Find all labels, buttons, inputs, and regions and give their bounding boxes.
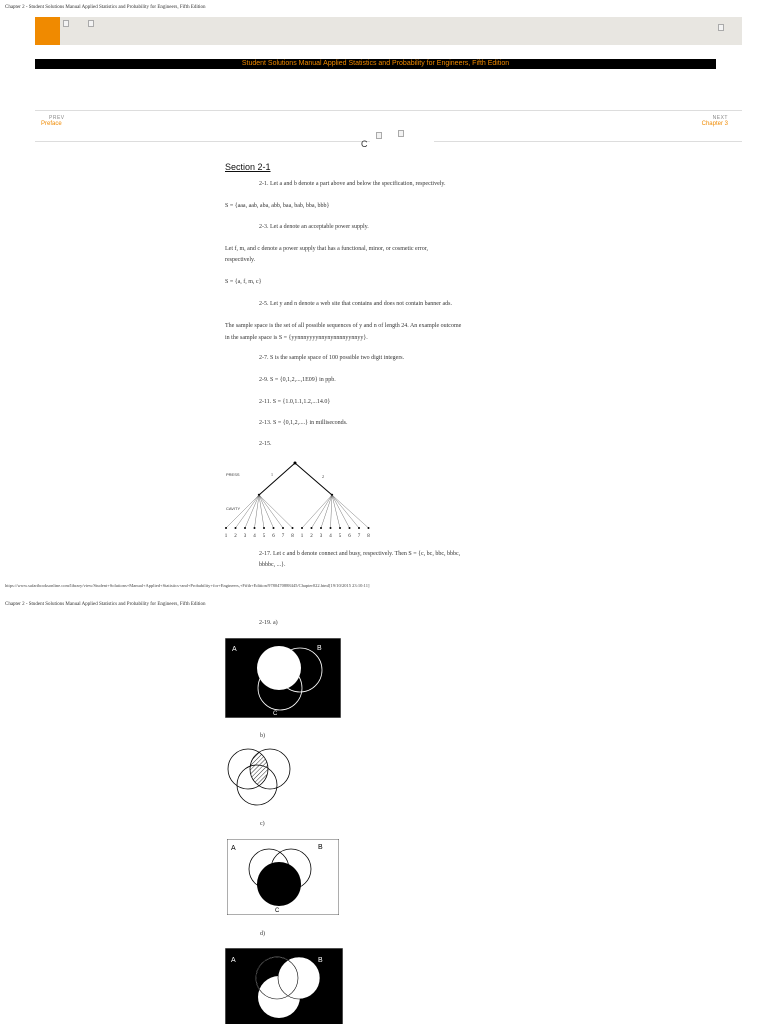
next-label: NEXT	[712, 115, 728, 121]
text-line: 2-15.	[259, 441, 272, 447]
tree-leaf-branch	[259, 495, 274, 528]
tree-leaf-node	[273, 527, 275, 529]
text-line: 2-3. Let a denote an acceptable power supply.	[259, 224, 369, 230]
text-line: The sample space is the set of all possible sequences of y and n of length 24. An example outcome	[225, 323, 462, 329]
tree-leaf-branch	[259, 495, 264, 528]
venn-diagram-a	[225, 638, 341, 718]
part-d-label: d)	[260, 931, 265, 937]
tree-leaf-branch	[332, 495, 369, 528]
text-line: 2-1. Let a and b denote a part above and below the specification, respectively.	[259, 181, 446, 187]
prev-link[interactable]: Preface	[41, 121, 62, 127]
tree-leaf-node	[330, 527, 332, 529]
venn-diagram-d	[225, 948, 343, 1024]
tree-leaf-label: 3	[243, 534, 247, 539]
tree-leaf-node	[292, 527, 294, 529]
tree-leaf-label: 2	[310, 534, 313, 539]
tree-leaf-branch	[321, 495, 332, 528]
book-title-banner[interactable]: Student Solutions Manual Applied Statistics and Probability for Engineers, Fifth Edition	[35, 59, 716, 69]
text-line: 2-5. Let y and n denote a web site that contains and does not contain banner ads.	[259, 301, 452, 307]
text-line: respectively.	[225, 257, 256, 263]
tree-leaf-node	[311, 527, 313, 529]
tree-leaf-branch	[226, 495, 259, 528]
page2-header-title: Chapter 2 - Student Solutions Manual Applied Statistics and Probability for Engineers, Fifth Edition	[5, 602, 206, 607]
tree-leaf-label: 8	[291, 534, 294, 539]
text-line: bbbbc, ...}.	[259, 562, 286, 568]
tree-leaf-node	[368, 527, 370, 529]
tree-diagram	[222, 455, 382, 540]
tree-leaf-label: 4	[329, 534, 332, 539]
popup-icon[interactable]	[376, 132, 382, 139]
tree-leaf-node	[349, 527, 351, 529]
tree-branch	[259, 463, 295, 495]
text-line: S = {a, f, m, c}	[225, 279, 262, 285]
part-c-label: c)	[260, 821, 265, 827]
tree-leaf-node	[263, 527, 265, 529]
tree-leaf-label: 3	[319, 534, 323, 539]
tree-leaf-node	[358, 527, 360, 529]
venn-label-a: A	[231, 845, 236, 852]
prev-label: PREV	[49, 115, 65, 121]
press-label: PRESS	[226, 472, 240, 477]
top-toolbar	[35, 17, 742, 45]
tree-leaf-label: 1	[300, 534, 304, 539]
tree-leaf-node	[301, 527, 303, 529]
next-nav[interactable]	[702, 115, 728, 127]
tree-leaf-label: 4	[253, 534, 256, 539]
tree-leaf-branch	[332, 495, 350, 528]
branch-label-left: 1	[271, 472, 273, 477]
tree-leaf-node	[235, 527, 237, 529]
tree-leaf-branch	[302, 495, 332, 528]
toolbar-icon[interactable]	[63, 20, 69, 27]
cavity-label: CAVITY	[226, 506, 241, 511]
prev-nav[interactable]	[41, 115, 65, 127]
tree-leaf-label: 6	[272, 534, 275, 539]
text-line: in the sample space is S = {yynnnyyyynnynynnnnyynnyy}.	[225, 335, 368, 341]
venn-label-b: B	[318, 957, 323, 964]
next-link[interactable]: Chapter 3	[701, 121, 728, 127]
tree-leaf-branch	[259, 495, 293, 528]
tree-leaf-label: 8	[367, 534, 370, 539]
text-line: 2-7. S is the sample space of 100 possible two digit integers.	[259, 355, 405, 361]
menu-icon[interactable]	[718, 24, 724, 31]
part-b-label: b)	[260, 733, 265, 739]
tree-leaf-label: 5	[262, 534, 266, 539]
tree-leaf-label: 7	[357, 534, 361, 539]
venn-label-a: A	[231, 957, 236, 964]
tree-branch	[295, 463, 332, 495]
toolbar-icon[interactable]	[88, 20, 94, 27]
chapter-heading-letter: C	[361, 139, 368, 149]
tree-leaf-node	[244, 527, 246, 529]
text-line: 2-11. S = {1.0,1.1,1.2,...14.0}	[259, 399, 331, 405]
tree-leaf-group	[225, 495, 370, 539]
tree-leaf-branch	[312, 495, 333, 528]
document-header-title: Chapter 2 - Student Solutions Manual Applied Statistics and Probability for Engineers, Fifth Edition	[5, 5, 206, 10]
tree-leaf-branch	[331, 495, 333, 528]
section-heading: Section 2-1	[225, 162, 271, 172]
tree-leaf-node	[339, 527, 341, 529]
tree-leaf-label: 5	[338, 534, 342, 539]
tree-leaf-node	[225, 527, 227, 529]
text-line: 2-17. Let c and b denote connect and busy, respectively. Then S = {c, bc, bbc, bbbc,	[259, 551, 461, 557]
brand-logo-block[interactable]	[35, 17, 60, 45]
tree-leaf-node	[254, 527, 256, 529]
venn-label-c: C	[273, 711, 278, 717]
branch-label-right: 2	[322, 474, 324, 479]
venn-label-b: B	[317, 645, 322, 652]
tree-leaf-branch	[259, 495, 283, 528]
text-line: 2-9. S = {0,1,2,...,1E09} in ppb.	[259, 377, 336, 383]
venn-label-c: C	[275, 1020, 280, 1024]
text-line: 2-13. S = {0,1,2,....} in milliseconds.	[259, 420, 348, 426]
footer-url[interactable]: https://www.safaribooksonline.com/library/view/Student+Solutions+Manual+Applied+Statistics+and+Probability+for+Engineers,+Fifth+Edition/9780470888445/Chapter022.html[19/10/2015 23:10:11]	[5, 583, 370, 588]
venn-label-c: C	[275, 908, 280, 914]
popup-icon[interactable]	[398, 130, 404, 137]
venn-diagram-c	[227, 839, 339, 915]
tree-leaf-label: 7	[281, 534, 285, 539]
tree-leaf-node	[282, 527, 284, 529]
text-line: Let f, m, and c denote a power supply that has a functional, minor, or cosmetic error,	[225, 246, 428, 252]
tree-leaf-label: 6	[348, 534, 351, 539]
tree-leaf-node	[320, 527, 322, 529]
venn-diagram-b	[222, 747, 298, 807]
popup-menu	[370, 127, 434, 143]
text-line: S = {aaa, aab, aba, abb, baa, bab, bba, bbb}	[225, 203, 330, 209]
tree-leaf-label: 1	[224, 534, 228, 539]
venn-label-a: A	[232, 646, 237, 653]
q19-label: 2-19. a)	[259, 620, 278, 626]
venn-label-b: B	[318, 844, 323, 851]
tree-leaf-label: 2	[234, 534, 237, 539]
